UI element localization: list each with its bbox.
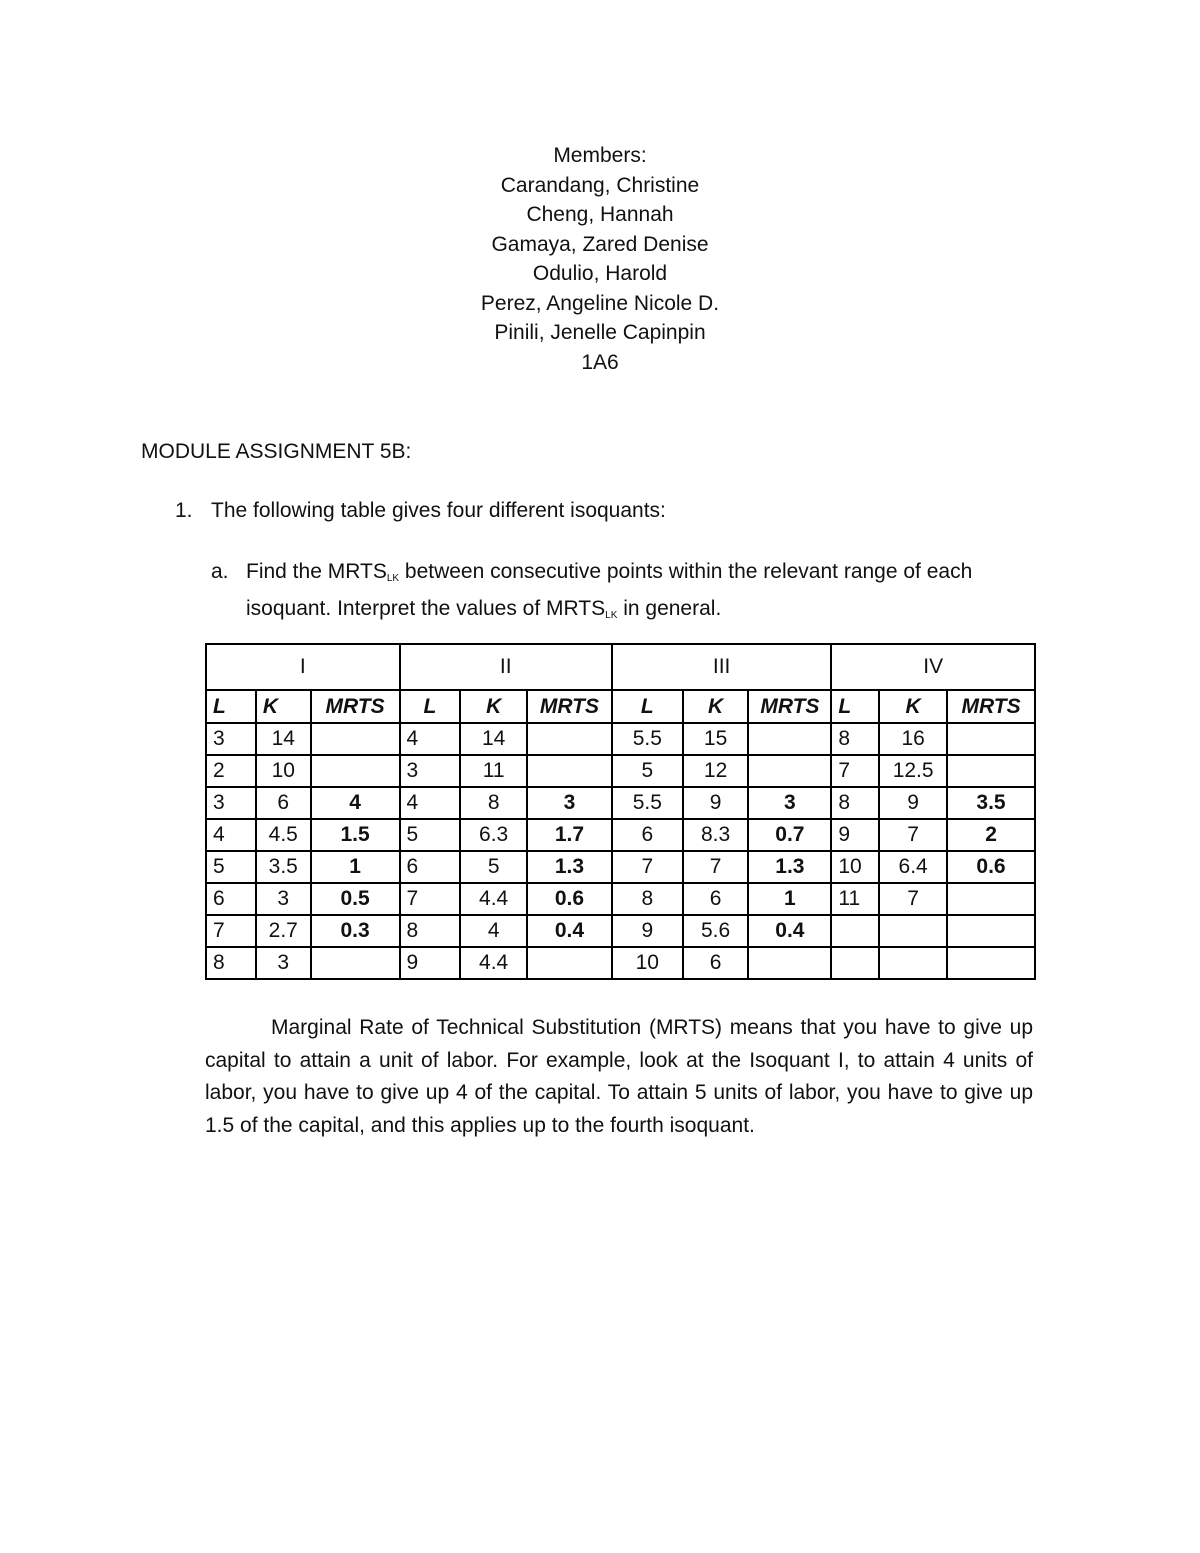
column-header: L bbox=[612, 690, 683, 723]
cell-l: 8 bbox=[206, 947, 256, 979]
cell-k bbox=[879, 915, 947, 947]
members-heading: Members: bbox=[553, 144, 647, 167]
question-text: The following table gives four different isoquants: bbox=[211, 499, 666, 522]
cell-mrts bbox=[748, 947, 831, 979]
cell-l: 9 bbox=[831, 819, 879, 851]
cell-l: 8 bbox=[400, 915, 461, 947]
table-row bbox=[206, 915, 1035, 947]
cell-mrts bbox=[527, 723, 612, 755]
column-header: MRTS bbox=[947, 690, 1035, 723]
cell-mrts bbox=[947, 723, 1035, 755]
cell-mrts: 2 bbox=[947, 819, 1035, 851]
cell-mrts: 0.4 bbox=[748, 915, 831, 947]
cell-k: 15 bbox=[683, 723, 749, 755]
cell-k: 7 bbox=[879, 883, 947, 915]
cell-mrts bbox=[527, 755, 612, 787]
cell-k: 10 bbox=[256, 755, 311, 787]
cell-k: 6.4 bbox=[879, 851, 947, 883]
cell-mrts: 0.5 bbox=[311, 883, 400, 915]
cell-mrts bbox=[527, 947, 612, 979]
cell-l: 8 bbox=[831, 787, 879, 819]
cell-l: 6 bbox=[612, 819, 683, 851]
cell-l: 8 bbox=[831, 723, 879, 755]
column-header: L bbox=[400, 690, 461, 723]
cell-mrts: 1 bbox=[311, 851, 400, 883]
cell-k: 6 bbox=[683, 947, 749, 979]
cell-l: 4 bbox=[400, 723, 461, 755]
cell-k bbox=[879, 947, 947, 979]
cell-l: 10 bbox=[612, 947, 683, 979]
cell-mrts: 1 bbox=[748, 883, 831, 915]
column-header: K bbox=[879, 690, 947, 723]
cell-mrts bbox=[748, 755, 831, 787]
question-number: 1. bbox=[175, 499, 193, 522]
cell-mrts bbox=[311, 947, 400, 979]
members-block bbox=[0, 141, 1200, 377]
cell-k: 3 bbox=[256, 883, 311, 915]
group-header: IV bbox=[831, 644, 1035, 690]
cell-k: 4.4 bbox=[460, 947, 527, 979]
cell-l: 7 bbox=[400, 883, 461, 915]
question-1 bbox=[175, 497, 666, 525]
cell-k: 12.5 bbox=[879, 755, 947, 787]
cell-mrts bbox=[947, 755, 1035, 787]
column-header: MRTS bbox=[527, 690, 612, 723]
cell-mrts bbox=[311, 755, 400, 787]
cell-l: 8 bbox=[612, 883, 683, 915]
cell-k: 6.3 bbox=[460, 819, 527, 851]
cell-mrts: 1.3 bbox=[748, 851, 831, 883]
cell-l: 3 bbox=[400, 755, 461, 787]
interpretation-text: Marginal Rate of Technical Substitution (MRTS) means that you have to give up capital to attain a unit of labor. For example, look at the Isoquant I, to attain 4 units of labor, you have to give up 4 of the capital. To attain 5 units of labor, you have to give up 1.5 of the capital, and this applies up to the fourth isoquant. bbox=[205, 1016, 1033, 1137]
cell-mrts: 1.7 bbox=[527, 819, 612, 851]
cell-k: 8.3 bbox=[683, 819, 749, 851]
question-label: a. bbox=[211, 560, 229, 583]
table-row bbox=[206, 883, 1035, 915]
cell-l: 9 bbox=[400, 947, 461, 979]
table-row bbox=[206, 755, 1035, 787]
table-row bbox=[206, 851, 1035, 883]
module-title: MODULE ASSIGNMENT 5B: bbox=[141, 440, 412, 463]
cell-mrts: 1.3 bbox=[527, 851, 612, 883]
column-header: L bbox=[831, 690, 879, 723]
cell-l: 11 bbox=[831, 883, 879, 915]
isoquant-table bbox=[205, 643, 1036, 980]
cell-k: 5.6 bbox=[683, 915, 749, 947]
cell-k: 2.7 bbox=[256, 915, 311, 947]
cell-l: 2 bbox=[206, 755, 256, 787]
cell-mrts: 0.6 bbox=[527, 883, 612, 915]
cell-k: 7 bbox=[879, 819, 947, 851]
cell-mrts bbox=[947, 883, 1035, 915]
cell-k: 14 bbox=[460, 723, 527, 755]
column-header: L bbox=[206, 690, 256, 723]
table-row bbox=[206, 787, 1035, 819]
member-name: Pinili, Jenelle Capinpin bbox=[494, 321, 706, 344]
cell-l: 7 bbox=[206, 915, 256, 947]
column-header: K bbox=[460, 690, 527, 723]
member-name: Perez, Angeline Nicole D. bbox=[480, 291, 720, 315]
member-name: Cheng, Hannah bbox=[526, 203, 674, 226]
cell-k: 8 bbox=[460, 787, 527, 819]
cell-mrts: 3 bbox=[527, 787, 612, 819]
cell-l: 4 bbox=[400, 787, 461, 819]
cell-k: 6 bbox=[256, 787, 311, 819]
cell-k: 7 bbox=[683, 851, 749, 883]
cell-l: 9 bbox=[612, 915, 683, 947]
cell-mrts bbox=[947, 915, 1035, 947]
cell-k: 4.4 bbox=[460, 883, 527, 915]
cell-l bbox=[831, 947, 879, 979]
cell-l: 5 bbox=[400, 819, 461, 851]
cell-k: 3 bbox=[256, 947, 311, 979]
cell-mrts: 4 bbox=[311, 787, 400, 819]
cell-k: 11 bbox=[460, 755, 527, 787]
cell-mrts: 3.5 bbox=[947, 787, 1035, 819]
group-header-row bbox=[206, 644, 1035, 690]
cell-l: 6 bbox=[400, 851, 461, 883]
cell-mrts: 0.4 bbox=[527, 915, 612, 947]
table-row bbox=[206, 819, 1035, 851]
cell-l: 7 bbox=[612, 851, 683, 883]
column-header: K bbox=[683, 690, 749, 723]
cell-l bbox=[831, 915, 879, 947]
group-header: III bbox=[612, 644, 831, 690]
cell-k: 16 bbox=[879, 723, 947, 755]
cell-l: 3 bbox=[206, 787, 256, 819]
cell-mrts: 1.5 bbox=[311, 819, 400, 851]
member-name: Odulio, Harold bbox=[532, 262, 668, 285]
cell-l: 3 bbox=[206, 723, 256, 755]
cell-mrts bbox=[311, 723, 400, 755]
cell-k: 4 bbox=[460, 915, 527, 947]
column-header: MRTS bbox=[748, 690, 831, 723]
column-header-row bbox=[206, 690, 1035, 723]
member-name: Gamaya, Zared Denise bbox=[491, 232, 709, 256]
cell-k: 12 bbox=[683, 755, 749, 787]
cell-l: 4 bbox=[206, 819, 256, 851]
cell-k: 9 bbox=[683, 787, 749, 819]
cell-mrts: 0.3 bbox=[311, 915, 400, 947]
cell-l: 5.5 bbox=[612, 787, 683, 819]
cell-l: 5 bbox=[206, 851, 256, 883]
cell-mrts: 0.6 bbox=[947, 851, 1035, 883]
cell-l: 7 bbox=[831, 755, 879, 787]
cell-k: 3.5 bbox=[256, 851, 311, 883]
cell-mrts: 3 bbox=[748, 787, 831, 819]
member-name: Carandang, Christine bbox=[500, 173, 700, 197]
column-header: K bbox=[256, 690, 311, 723]
cell-l: 6 bbox=[206, 883, 256, 915]
column-header: MRTS bbox=[311, 690, 400, 723]
interpretation-paragraph bbox=[205, 1012, 1033, 1142]
cell-mrts bbox=[947, 947, 1035, 979]
cell-k: 5 bbox=[460, 851, 527, 883]
cell-mrts bbox=[748, 723, 831, 755]
cell-k: 9 bbox=[879, 787, 947, 819]
question-1a bbox=[211, 557, 1011, 631]
cell-mrts: 0.7 bbox=[748, 819, 831, 851]
cell-l: 5.5 bbox=[612, 723, 683, 755]
cell-l: 5 bbox=[612, 755, 683, 787]
cell-k: 6 bbox=[683, 883, 749, 915]
cell-k: 14 bbox=[256, 723, 311, 755]
table-row bbox=[206, 947, 1035, 979]
group-header: I bbox=[206, 644, 400, 690]
cell-k: 4.5 bbox=[256, 819, 311, 851]
section-code: 1A6 bbox=[581, 350, 619, 374]
cell-l: 10 bbox=[831, 851, 879, 883]
group-header: II bbox=[400, 644, 612, 690]
table-row bbox=[206, 723, 1035, 755]
question-text: Find the $MRTS_{LK}$ between consecutive points within the relevant range of each isoquant. Interpret the values of $MRTS_{LK}$ in general. bbox=[246, 560, 973, 621]
